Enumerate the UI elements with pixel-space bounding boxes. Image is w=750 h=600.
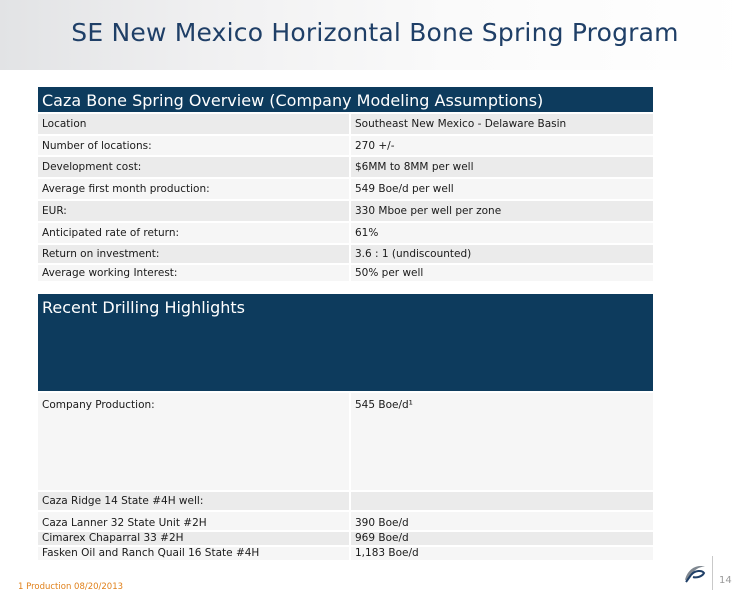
row-label: Fasken Oil and Ranch Quail 16 State #4H <box>38 546 350 561</box>
row-value: 390 Boe/d <box>350 511 653 531</box>
row-label: Average first month production: <box>38 178 350 200</box>
row-label: Development cost: <box>38 156 350 178</box>
row-value: Southeast New Mexico - Delaware Basin <box>350 114 653 135</box>
row-label: Caza Lanner 32 State Unit #2H <box>38 511 350 531</box>
row-value: $6MM to 8MM per well <box>350 156 653 178</box>
table-row <box>38 178 653 200</box>
row-value <box>350 491 653 511</box>
row-label: Company Production: <box>38 393 350 491</box>
row-value: 270 +/- <box>350 135 653 156</box>
company-logo-icon <box>682 562 708 584</box>
row-label: Anticipated rate of return: <box>38 222 350 244</box>
row-label: Caza Ridge 14 State #4H well: <box>38 491 350 511</box>
table-row <box>38 135 653 156</box>
table-row <box>38 114 653 135</box>
page-number: 14 <box>719 575 732 586</box>
row-value: 549 Boe/d per well <box>350 178 653 200</box>
overview-header: Caza Bone Spring Overview (Company Modeling Assumptions) <box>38 87 653 112</box>
table-row <box>38 511 653 531</box>
table-row <box>38 264 653 282</box>
table-row <box>38 491 653 511</box>
row-value: 50% per well <box>350 264 653 282</box>
slide-title: SE New Mexico Horizontal Bone Spring Program <box>71 18 679 47</box>
table-row <box>38 200 653 222</box>
drilling-header: Recent Drilling Highlights <box>38 294 653 391</box>
row-value: 61% <box>350 222 653 244</box>
row-label: Location <box>38 114 350 135</box>
footnote: 1 Production 08/20/2013 <box>18 582 124 592</box>
row-value: 3.6 : 1 (undiscounted) <box>350 244 653 264</box>
footer-divider <box>712 556 713 590</box>
row-label: EUR: <box>38 200 350 222</box>
row-value: 545 Boe/d¹ <box>350 393 653 491</box>
drilling-table <box>38 393 653 562</box>
row-value: 1,183 Boe/d <box>350 546 653 561</box>
table-row <box>38 222 653 244</box>
row-label: Cimarex Chaparral 33 #2H <box>38 531 350 546</box>
row-value: 330 Mboe per well per zone <box>350 200 653 222</box>
overview-table <box>38 114 653 283</box>
table-row <box>38 393 653 491</box>
table-row <box>38 546 653 561</box>
row-label: Return on investment: <box>38 244 350 264</box>
table-row <box>38 244 653 264</box>
row-label: Average working Interest: <box>38 264 350 282</box>
row-value: 969 Boe/d <box>350 531 653 546</box>
row-label: Number of locations: <box>38 135 350 156</box>
table-row <box>38 531 653 546</box>
table-row <box>38 156 653 178</box>
